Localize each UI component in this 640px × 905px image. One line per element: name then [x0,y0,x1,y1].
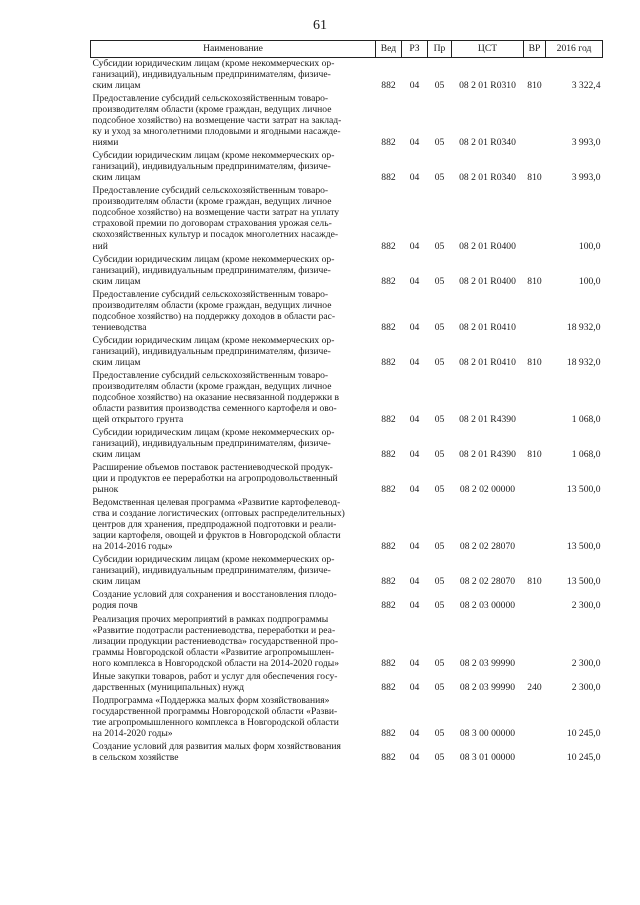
row-vr: 810 [527,449,542,461]
row-pr: 05 [434,541,445,553]
row-name-line: ства и создание логистических (оптовых распределительных) [92,508,345,520]
table-row [91,58,603,94]
row-vr [524,185,546,253]
row-name-line: Предоставление субсидий сельскохозяйственным товаро- [92,288,329,300]
row-name [91,427,376,462]
row-cst: 08 3 00 00000 [459,727,516,739]
row-ved: 882 [381,172,396,184]
row-pr: 05 [434,172,445,184]
row-name-line: подсобное хозяйство) на возмещение части затрат на заклад- [92,115,342,127]
table-row [91,741,603,765]
row-name-line: «Развитие подотрасли растениеводства, переработки и реа- [92,624,336,636]
row-cst: 08 2 02 28070 [459,576,516,588]
row-rz: 04 [409,657,420,669]
row-name-line: тие агропромышленного комплекса в Новгородской области [92,716,339,728]
row-amount: 100,0 [578,275,601,287]
row-name-line: ного комплекса в Новгородской области на 2014-2020 годы» [92,657,340,669]
row-pr: 05 [434,449,445,461]
row-vr [524,93,546,150]
row-amount: 2 300,0 [571,681,601,693]
row-rz: 04 [409,541,420,553]
row-name-line: производителям области (кроме граждан, ведущих личное [92,380,332,392]
row-amount: 2 300,0 [571,657,601,669]
row-pr: 05 [434,413,445,425]
row-name-line: Субсидии юридическим лицам (кроме некоммерческих ор- [92,150,335,162]
row-name-line: производителям области (кроме граждан, ведущих личное [92,196,332,208]
row-name-line: ским лицам [92,80,141,92]
column-header-year: 2016 год [546,41,603,58]
row-name [91,462,376,497]
row-pr: 05 [434,657,445,669]
row-name [91,497,376,554]
row-name-line: дарственных (муниципальных) нужд [92,681,245,693]
row-amount: 1 068,0 [571,413,601,425]
table-row [91,335,603,370]
row-name-line: родия почв [92,600,138,612]
row-name-line: ганизаций), индивидуальным предпринимателям, физиче- [92,345,331,357]
row-vr: 810 [527,356,542,368]
row-name-line: подсобное хозяйство) на оказание несвязанной поддержки в [92,391,340,403]
row-vr [524,614,546,671]
row-name-line: ганизаций), индивидуальным предпринимателям, физиче- [92,161,331,173]
row-cst: 08 2 01 R0400 [459,275,516,287]
row-name-line: тениеводства [92,321,147,333]
table-body [91,58,603,765]
row-name [91,150,376,185]
row-name-line: граммы Новгородской области «Развитие агропромышлен- [92,646,335,658]
table-row [91,695,603,741]
row-amount: 3 993,0 [571,172,601,184]
row-name-line: лизации продукции растениеводства» государственной про- [92,635,339,647]
row-vr [524,370,546,427]
row-name-line: ским лицам [92,172,141,184]
row-name-line: ским лицам [92,576,141,588]
row-ved: 882 [381,321,396,333]
row-name-line: области развития производства семенного картофеля и ово- [92,402,337,414]
row-amount: 1 068,0 [571,449,601,461]
row-name-line: Субсидии юридическим лицам (кроме некоммерческих ор- [92,334,335,346]
column-header-rz: РЗ [402,41,428,58]
row-cst: 08 2 01 R0340 [459,137,516,149]
row-rz: 04 [409,413,420,425]
row-name [91,695,376,741]
row-name-line: рынок [92,484,119,496]
row-pr: 05 [434,576,445,588]
table-row [91,150,603,185]
row-name [91,254,376,289]
column-header-vr: ВР [524,41,546,58]
row-pr: 05 [434,321,445,333]
row-vr [524,741,546,765]
row-name-line: ским лицам [92,449,141,461]
row-name-line: Предоставление субсидий сельскохозяйственным товаро- [92,185,329,197]
table-row [91,462,603,497]
row-amount: 2 300,0 [571,600,601,612]
row-ved: 882 [381,657,396,669]
row-ved: 882 [381,413,396,425]
row-cst: 08 2 02 28070 [459,541,516,553]
table-row [91,185,603,253]
row-name-line: ским лицам [92,356,141,368]
row-name-line: Предоставление субсидий сельскохозяйственным товаро- [92,369,329,381]
row-name-line: Подпрограмма «Поддержка малых форм хозяйствования» [92,694,330,706]
row-pr: 05 [434,240,445,252]
column-header-name: Наименование [91,41,376,58]
row-name [91,370,376,427]
table-row [91,614,603,671]
row-name [91,741,376,765]
row-name-line: ции и продуктов ее переработки на агропродовольственный [92,473,338,485]
table-row [91,254,603,289]
row-name-line: Иные закупки товаров, работ и услуг для обеспечения госу- [92,670,338,682]
column-header-ved: Вед [376,41,402,58]
row-name-line: ганизаций), индивидуальным предпринимателям, физиче- [92,264,331,276]
table-header-row [91,41,603,58]
row-name-line: Реализация прочих мероприятий в рамках подпрограммы [92,613,329,625]
row-name-line: производителям области (кроме граждан, ведущих личное [92,104,332,116]
row-pr: 05 [434,356,445,368]
row-name [91,93,376,150]
row-pr: 05 [434,484,445,496]
row-vr: 810 [527,172,542,184]
row-name-line: на 2014-2020 годы» [92,727,173,739]
row-vr [524,589,546,613]
row-rz: 04 [409,751,420,763]
row-rz: 04 [409,484,420,496]
row-name [91,671,376,695]
row-ved: 882 [381,275,396,287]
row-name-line: ниями [92,137,119,149]
row-pr: 05 [434,275,445,287]
row-cst: 08 2 03 99990 [459,681,516,693]
row-ved: 882 [381,751,396,763]
table-row [91,497,603,554]
row-name-line: ку и уход за многолетними плодовыми и ягодными насажде- [92,126,341,138]
row-name [91,554,376,589]
row-name-line: Создание условий для развития малых форм хозяйствования [92,740,341,752]
row-ved: 882 [381,449,396,461]
row-rz: 04 [409,137,420,149]
column-header-cst: ЦСТ [452,41,524,58]
row-rz: 04 [409,275,420,287]
table-row [91,589,603,613]
row-amount: 13 500,0 [566,541,601,553]
table-row [91,289,603,335]
row-vr: 810 [527,275,542,287]
row-amount: 3 993,0 [571,137,601,149]
row-ved: 882 [381,681,396,693]
row-name [91,185,376,253]
row-name-line: государственной программы Новгородской области «Разви- [92,705,338,717]
row-rz: 04 [409,727,420,739]
row-name-line: в сельском хозяйстве [92,751,179,763]
row-rz: 04 [409,80,420,92]
row-rz: 04 [409,240,420,252]
row-vr [524,289,546,335]
row-name-line: ганизаций), индивидуальным предпринимателям, физиче- [92,69,331,81]
row-cst: 08 2 03 00000 [459,600,516,612]
row-rz: 04 [409,449,420,461]
row-name-line: Предоставление субсидий сельскохозяйственным товаро- [92,93,329,105]
row-name-line: Субсидии юридическим лицам (кроме некоммерческих ор- [92,427,335,438]
row-name [91,335,376,370]
row-rz: 04 [409,356,420,368]
row-rz: 04 [409,681,420,693]
row-cst: 08 2 01 R4390 [459,449,516,461]
row-rz: 04 [409,321,420,333]
row-name-line: Расширение объемов поставок растениеводческой продук- [92,462,333,474]
row-vr [524,695,546,741]
row-cst: 08 2 01 R0410 [459,356,516,368]
row-cst: 08 3 01 00000 [459,751,516,763]
row-amount: 18 932,0 [566,356,601,368]
row-name-line: центров для хранения, предпродажной подготовки и реали- [92,519,337,531]
row-cst: 08 2 02 00000 [459,484,516,496]
row-name-line: на 2014-2016 годы» [92,541,173,553]
row-cst: 08 2 03 99990 [459,657,516,669]
row-ved: 882 [381,137,396,149]
row-ved: 882 [381,240,396,252]
row-name-line: щей открытого грунта [92,413,184,425]
row-vr: 240 [527,681,542,693]
row-name [91,589,376,613]
row-ved: 882 [381,600,396,612]
budget-table [90,40,603,765]
row-rz: 04 [409,576,420,588]
row-name [91,58,376,94]
row-vr [524,497,546,554]
row-cst: 08 2 01 R0310 [459,80,516,92]
row-name-line: зации картофеля, овощей и фруктов в Новгородской области [92,530,341,542]
row-ved: 882 [381,727,396,739]
row-amount: 10 245,0 [566,751,601,763]
row-pr: 05 [434,681,445,693]
row-cst: 08 2 01 R0410 [459,321,516,333]
row-cst: 08 2 01 R0400 [459,240,516,252]
row-pr: 05 [434,80,445,92]
row-name-line: Субсидии юридическим лицам (кроме некоммерческих ор- [92,58,335,69]
row-vr: 810 [527,576,542,588]
row-vr [524,462,546,497]
row-ved: 882 [381,484,396,496]
row-name [91,289,376,335]
row-pr: 05 [434,600,445,612]
column-header-pr: Пр [428,41,452,58]
row-vr: 810 [527,80,542,92]
row-amount: 10 245,0 [566,727,601,739]
table-row [91,427,603,462]
row-name-line: ганизаций), индивидуальным предпринимателям, физиче- [92,438,331,450]
table-row [91,93,603,150]
row-ved: 882 [381,541,396,553]
row-amount: 13 500,0 [566,484,601,496]
row-name-line: Субсидии юридическим лицам (кроме некоммерческих ор- [92,253,335,265]
row-name-line: страховой премии по договорам страхования урожая сель- [92,218,332,230]
row-name-line: Создание условий для сохранения и восстановления плодо- [92,589,337,601]
row-name-line: подсобное хозяйство) на возмещение части затрат на уплату [92,207,340,219]
row-name-line: Ведомственная целевая программа «Развитие картофелевод- [92,497,341,509]
row-pr: 05 [434,137,445,149]
row-name-line: ний [92,240,108,252]
row-amount: 100,0 [578,240,601,252]
row-ved: 882 [381,80,396,92]
row-name-line: производителям области (кроме граждан, ведущих личное [92,299,332,311]
row-name-line: ганизаций), индивидуальным предпринимателям, физиче- [92,565,331,577]
row-pr: 05 [434,751,445,763]
row-ved: 882 [381,356,396,368]
row-rz: 04 [409,172,420,184]
row-rz: 04 [409,600,420,612]
row-name-line: скохозяйственных культур и посадок многолетних насажде- [92,229,339,241]
page-number: 61 [313,18,327,33]
row-cst: 08 2 01 R0340 [459,172,516,184]
table-row [91,370,603,427]
row-name-line: ским лицам [92,275,141,287]
row-amount: 18 932,0 [566,321,601,333]
row-name-line: Субсидии юридическим лицам (кроме некоммерческих ор- [92,554,335,566]
row-cst: 08 2 01 R4390 [459,413,516,425]
row-amount: 3 322,4 [571,80,601,92]
row-pr: 05 [434,727,445,739]
row-ved: 882 [381,576,396,588]
row-amount: 13 500,0 [566,576,601,588]
row-name [91,614,376,671]
row-name-line: подсобное хозяйство) на поддержку доходов в области рас- [92,310,336,322]
table-row [91,554,603,589]
table-row [91,671,603,695]
